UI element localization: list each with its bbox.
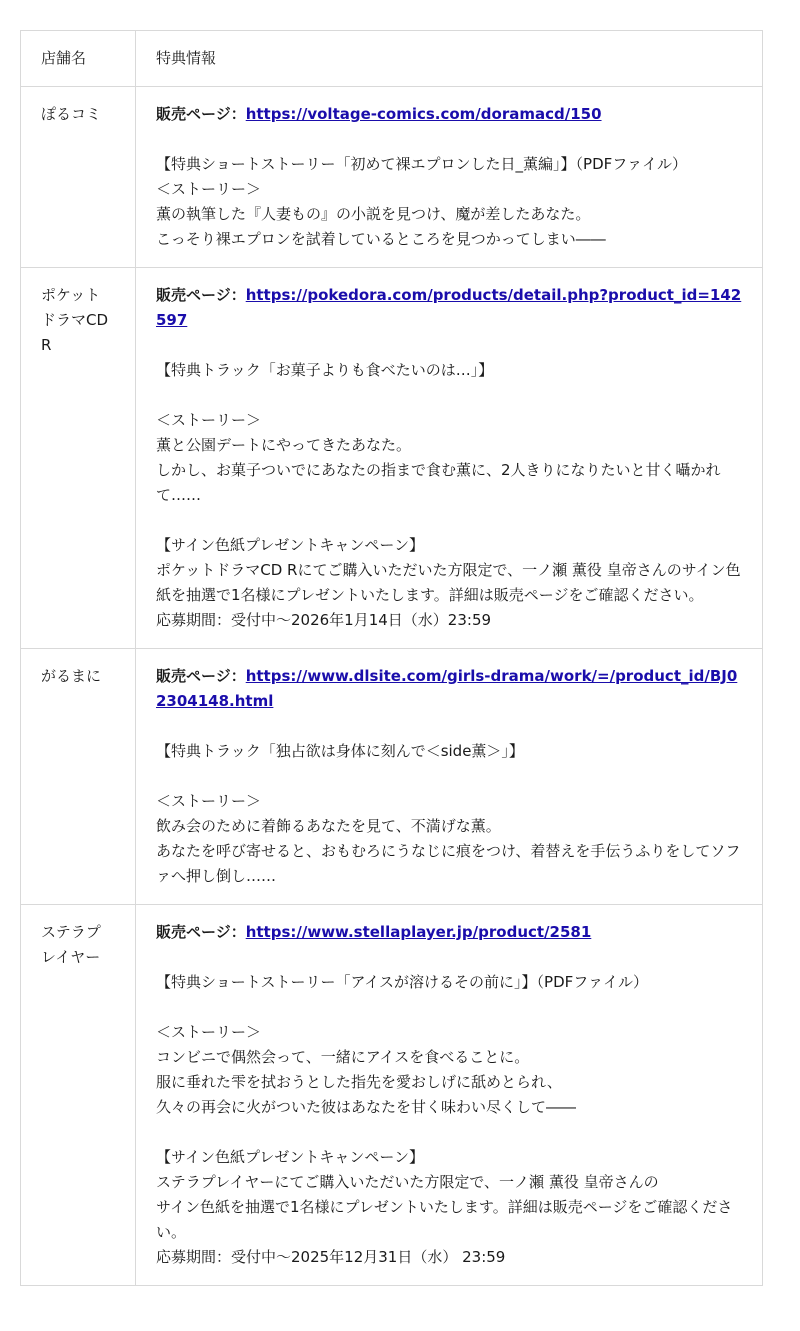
table-row (21, 87, 763, 268)
table-header-row (21, 31, 763, 87)
bonus-text-line: こっそり裸エプロンを試着しているところを見つかってしまい―― (156, 230, 606, 248)
store-name: ステラプレイヤー (21, 905, 136, 1286)
sales-page-label: 販売ページ： (156, 923, 246, 941)
blank-line (156, 945, 742, 970)
blank-line (156, 714, 742, 739)
table-row (21, 649, 763, 905)
sales-page-link[interactable]: https://www.stellaplayer.jp/product/2581 (245, 923, 592, 941)
sales-page-label: 販売ページ： (156, 286, 246, 304)
bonus-text-line: 【サイン色紙プレゼントキャンペーン】 (156, 536, 425, 554)
bonus-info (136, 268, 763, 649)
bonus-info (136, 649, 763, 905)
blank-line (156, 127, 742, 152)
bonus-text-line: 【サイン色紙プレゼントキャンペーン】 (156, 1148, 425, 1166)
store-name: ぽるコミ (21, 87, 136, 268)
sales-page-label: 販売ページ： (156, 105, 246, 123)
bonus-text-line: コンビニで偶然会って、一緒にアイスを食べることに。 (156, 1048, 530, 1066)
sales-page-line (156, 283, 742, 333)
sales-page-line (156, 102, 742, 127)
sales-page-link[interactable]: https://voltage-comics.com/doramacd/150 (245, 105, 602, 123)
blank-line (156, 508, 742, 533)
bonus-text-line: 応募期間：受付中～2026年1月14日（水）23:59 (156, 611, 492, 629)
bonus-text-line: 【特典トラック「お菓子よりも食べたいのは…」】 (156, 361, 494, 379)
header-info: 特典情報 (136, 31, 763, 87)
bonus-text-line: ＜ストーリー＞ (156, 792, 262, 810)
sales-page-link[interactable]: https://www.dlsite.com/girls-drama/work/=/product_id/BJ02304148.html (156, 667, 738, 710)
bonus-info (136, 905, 763, 1286)
bonus-text-line: 【特典ショートストーリー「アイスが溶けるその前に」】（PDFファイル） (156, 973, 648, 991)
bonus-text-line: 薫の執筆した『人妻もの』の小説を見つけ、魔が差したあなた。 (156, 205, 591, 223)
bonus-text-line: 服に垂れた雫を拭おうとした指先を愛おしげに舐めとられ、 (156, 1073, 562, 1091)
sales-page-line (156, 920, 742, 945)
sales-page-label: 販売ページ： (156, 667, 246, 685)
table-row (21, 268, 763, 649)
bonus-text-line: 応募期間：受付中～2025年12月31日（水） 23:59 (156, 1248, 506, 1266)
bonus-text-line: 【特典トラック「独占欲は身体に刻んで＜side薫＞」】 (156, 742, 524, 760)
sales-page-link[interactable]: https://pokedora.com/products/detail.php?product_id=142597 (156, 286, 742, 329)
bonus-text-line: ステラプレイヤーにてご購入いただいた方限定で、一ノ瀬 薫役 皇帝さんの (156, 1173, 659, 1191)
bonus-text-line: しかし、お菓子ついでにあなたの指まで食む薫に、2人きりになりたいと甘く囁かれて…… (156, 461, 721, 504)
store-bonus-table (20, 30, 763, 1286)
bonus-text-line: 久々の再会に火がついた彼はあなたを甘く味わい尽くして―― (156, 1098, 577, 1116)
store-name: ポケットドラマCD R (21, 268, 136, 649)
bonus-text-line: 薫と公園デートにやってきたあなた。 (156, 436, 412, 454)
bonus-text-line: ポケットドラマCD Rにてご購入いただいた方限定で、一ノ瀬 薫役 皇帝さんのサイン色紙を抽選で1名様にプレゼントいたします。詳細は販売ページをご確認ください。 (156, 561, 741, 604)
sales-page-line (156, 664, 742, 714)
table-row (21, 905, 763, 1286)
bonus-text-line: ＜ストーリー＞ (156, 180, 262, 198)
store-name: がるまに (21, 649, 136, 905)
blank-line (156, 1120, 742, 1145)
bonus-text-line: ＜ストーリー＞ (156, 411, 262, 429)
table-body (21, 31, 763, 1286)
bonus-text-line: ＜ストーリー＞ (156, 1023, 262, 1041)
bonus-text-line: 飲み会のために着飾るあなたを見て、不満げな薫。 (156, 817, 501, 835)
blank-line (156, 995, 742, 1020)
blank-line (156, 764, 742, 789)
bonus-text-line: 【特典ショートストーリー「初めて裸エプロンした日_薫編」】（PDFファイル） (156, 155, 687, 173)
blank-line (156, 383, 742, 408)
bonus-info (136, 87, 763, 268)
bonus-text-line: サイン色紙を抽選で1名様にプレゼントいたします。詳細は販売ページをご確認ください。 (156, 1198, 733, 1241)
blank-line (156, 333, 742, 358)
bonus-text-line: あなたを呼び寄せると、おもむろにうなじに痕をつけ、着替えを手伝うふりをしてソファへ押し倒し…… (156, 842, 741, 885)
header-store: 店舗名 (21, 31, 136, 87)
